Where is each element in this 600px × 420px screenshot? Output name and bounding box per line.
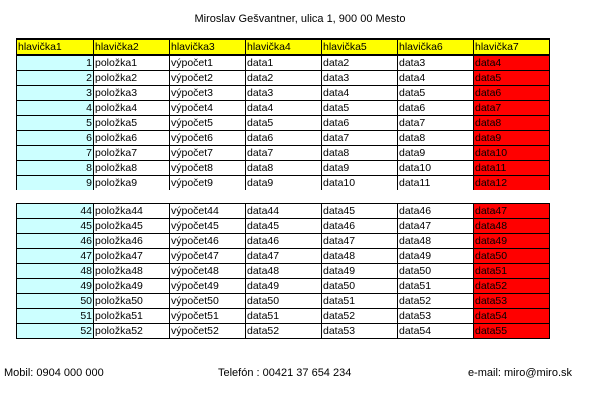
table-cell: data45 (246, 219, 322, 234)
table-cell: data51 (398, 279, 474, 294)
table-cell: data3 (322, 71, 398, 86)
table-cell: 46 (17, 234, 94, 249)
table-cell: data45 (322, 204, 398, 219)
table-cell: data48 (474, 219, 550, 234)
table-cell: 9 (17, 176, 94, 191)
table-row (17, 146, 550, 161)
table-body-bottom (17, 204, 550, 339)
table-cell: data6 (474, 86, 550, 101)
table-cell: data53 (474, 294, 550, 309)
table-cell: data11 (474, 161, 550, 176)
page-title: Miroslav Gešvantner, ulica 1, 900 00 Mesto (194, 13, 406, 25)
table-cell: výpočet48 (170, 264, 246, 279)
table-cell: data49 (474, 234, 550, 249)
table-cell: položka45 (94, 219, 170, 234)
table-cell: položka50 (94, 294, 170, 309)
table-cell: 7 (17, 146, 94, 161)
table-cell: data55 (474, 324, 550, 339)
table-cell: položka6 (94, 131, 170, 146)
table-cell: data4 (398, 71, 474, 86)
table-cell: 3 (17, 86, 94, 101)
table-cell: výpočet9 (170, 176, 246, 191)
table-cell: data3 (246, 86, 322, 101)
table-cell: data47 (474, 204, 550, 219)
table-cell: 49 (17, 279, 94, 294)
table-cell: 2 (17, 71, 94, 86)
table-cell: data54 (398, 324, 474, 339)
table-cell: data49 (322, 264, 398, 279)
table-cell: data49 (398, 249, 474, 264)
table-cell: data10 (322, 176, 398, 191)
table-row (17, 279, 550, 294)
table-cell: data5 (398, 86, 474, 101)
table-cell: data5 (474, 71, 550, 86)
table-cell: výpočet45 (170, 219, 246, 234)
table-cell: výpočet2 (170, 71, 246, 86)
table-cell: data5 (322, 101, 398, 116)
table-cell: položka51 (94, 309, 170, 324)
table-cell: výpočet1 (170, 55, 246, 71)
table-cell: výpočet8 (170, 161, 246, 176)
table-cell: položka5 (94, 116, 170, 131)
table-cell: data47 (246, 249, 322, 264)
table-cell: data1 (246, 55, 322, 71)
table-cell: data46 (246, 234, 322, 249)
table-cell: data4 (246, 101, 322, 116)
table-cell: data9 (474, 131, 550, 146)
table-cell: výpočet7 (170, 146, 246, 161)
table-cell: data44 (246, 204, 322, 219)
table-cell: 45 (17, 219, 94, 234)
table-cell: data50 (398, 264, 474, 279)
table-cell: 5 (17, 116, 94, 131)
table-cell: položka44 (94, 204, 170, 219)
table-cell: položka47 (94, 249, 170, 264)
header-cell: hlavička3 (170, 39, 246, 55)
table-row (17, 249, 550, 264)
table-cell: 48 (17, 264, 94, 279)
table-cell: položka9 (94, 176, 170, 191)
table-cell: výpočet49 (170, 279, 246, 294)
table-cell: výpočet6 (170, 131, 246, 146)
table-cell: data4 (474, 55, 550, 71)
table-cell: data9 (246, 176, 322, 191)
table-row (17, 131, 550, 146)
footer-phone: Telefón : 00421 37 654 234 (218, 367, 352, 379)
table-cell: data52 (322, 309, 398, 324)
table-cell: data5 (246, 116, 322, 131)
table-cell: data48 (246, 264, 322, 279)
table-row (17, 324, 550, 339)
table-cell: 1 (17, 55, 94, 71)
table-cell: výpočet44 (170, 204, 246, 219)
table-cell: položka8 (94, 161, 170, 176)
table-cell: položka7 (94, 146, 170, 161)
table-row (17, 101, 550, 116)
table-cell: položka3 (94, 86, 170, 101)
table-cell: 51 (17, 309, 94, 324)
table-cell: 4 (17, 101, 94, 116)
table-cell: položka2 (94, 71, 170, 86)
table-cell: data47 (398, 219, 474, 234)
table-cell: 8 (17, 161, 94, 176)
header-cell: hlavička5 (322, 39, 398, 55)
table-row (17, 86, 550, 101)
table-cell: výpočet47 (170, 249, 246, 264)
table-cell: data50 (322, 279, 398, 294)
table-cell: data10 (398, 161, 474, 176)
table-cell: data7 (246, 146, 322, 161)
header-cell: hlavička6 (398, 39, 474, 55)
header-cell: hlavička4 (246, 39, 322, 55)
table-cell: data51 (322, 294, 398, 309)
table-cell: výpočet52 (170, 324, 246, 339)
table-cell: data9 (398, 146, 474, 161)
table-cell: 52 (17, 324, 94, 339)
table-cell: data53 (322, 324, 398, 339)
table-row (17, 116, 550, 131)
table-cell: položka49 (94, 279, 170, 294)
table-cell: 50 (17, 294, 94, 309)
footer-mobile: Mobil: 0904 000 000 (4, 367, 104, 379)
table-row-partial (17, 176, 550, 191)
table-cell: data52 (246, 324, 322, 339)
table-cell: data4 (322, 86, 398, 101)
table-cell: data2 (322, 55, 398, 71)
table-cell: data46 (322, 219, 398, 234)
table-cell: výpočet50 (170, 294, 246, 309)
table-row (17, 55, 550, 71)
table-cell: data8 (246, 161, 322, 176)
table-cell: data6 (322, 116, 398, 131)
table-row (17, 234, 550, 249)
table-cell: položka52 (94, 324, 170, 339)
table-cell: data51 (246, 309, 322, 324)
table-cell: výpočet46 (170, 234, 246, 249)
table-cell: položka48 (94, 264, 170, 279)
page-break-gap (0, 190, 600, 202)
table-cell: data50 (246, 294, 322, 309)
table-cell: 47 (17, 249, 94, 264)
table-cell: data6 (398, 101, 474, 116)
table-cell: výpočet5 (170, 116, 246, 131)
table-cell: data52 (398, 294, 474, 309)
table-cell: položka46 (94, 234, 170, 249)
table-cell: data8 (398, 131, 474, 146)
table-cell: data7 (474, 101, 550, 116)
header-row (17, 39, 550, 55)
table-cell: data3 (398, 55, 474, 71)
table-cell: data54 (474, 309, 550, 324)
table-cell: data7 (322, 131, 398, 146)
table-cell: data7 (398, 116, 474, 131)
header-cell: hlavička1 (17, 39, 94, 55)
footer-email: e-mail: miro@miro.sk (467, 367, 572, 379)
table-cell: položka4 (94, 101, 170, 116)
table-bottom-section (16, 203, 550, 339)
table-cell: data10 (474, 146, 550, 161)
table-body-top (17, 55, 550, 191)
table-cell: data9 (322, 161, 398, 176)
table-cell: data53 (398, 309, 474, 324)
table-row (17, 219, 550, 234)
header-cell: hlavička7 (474, 39, 550, 55)
table-cell: data11 (398, 176, 474, 191)
table-cell: data8 (322, 146, 398, 161)
table-cell: výpočet4 (170, 101, 246, 116)
table-cell: data6 (246, 131, 322, 146)
header-cell: hlavička2 (94, 39, 170, 55)
table-cell: data48 (398, 234, 474, 249)
table-top-section (16, 38, 550, 191)
table-cell: data52 (474, 279, 550, 294)
table-cell: položka1 (94, 55, 170, 71)
table-cell: data8 (474, 116, 550, 131)
table-cell: data51 (474, 264, 550, 279)
table-cell: výpočet51 (170, 309, 246, 324)
table-row (17, 161, 550, 176)
table-cell: data49 (246, 279, 322, 294)
table-row (17, 264, 550, 279)
table-cell: data47 (322, 234, 398, 249)
table-row (17, 71, 550, 86)
table-row (17, 309, 550, 324)
table-row-partial (17, 204, 550, 219)
table-cell: data48 (322, 249, 398, 264)
table-cell: 6 (17, 131, 94, 146)
table-row (17, 294, 550, 309)
table-cell: data2 (246, 71, 322, 86)
table-cell: data46 (398, 204, 474, 219)
table-cell: data50 (474, 249, 550, 264)
table-cell: výpočet3 (170, 86, 246, 101)
table-cell: 44 (17, 204, 94, 219)
table-cell: data12 (474, 176, 550, 191)
